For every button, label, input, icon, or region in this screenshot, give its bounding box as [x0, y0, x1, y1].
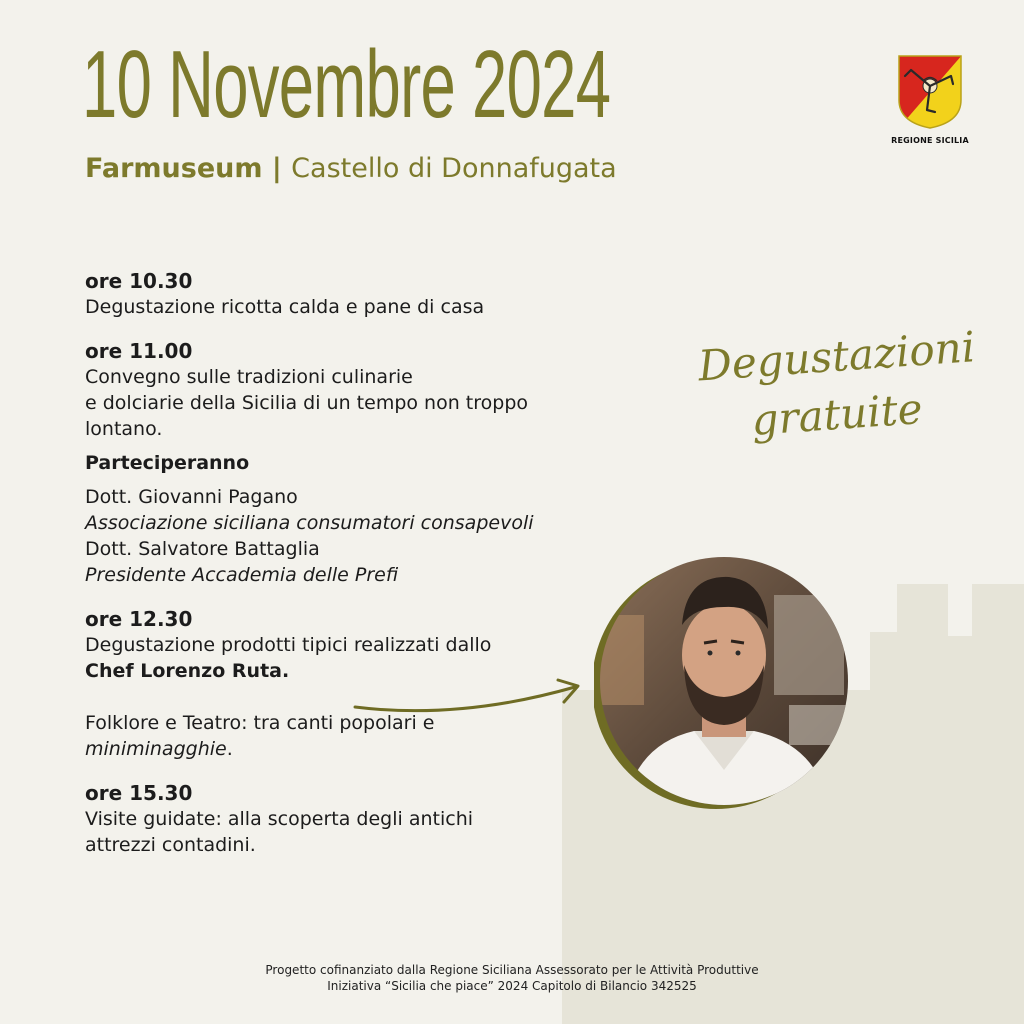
participants-heading: Parteciperanno [85, 452, 250, 474]
chef-portrait [594, 555, 850, 811]
time-label: ore 15.30 [85, 781, 193, 805]
participant-name: Dott. Salvatore Battaglia [85, 538, 320, 560]
item-description: Degustazione prodotti tipici realizzati dallo [85, 634, 492, 656]
script-line-1: Degustazioni [696, 322, 977, 391]
item-description: e dolciarie della Sicilia di un tempo non troppo [85, 392, 529, 414]
footer-line: Iniziativa “Sicilia che piace” 2024 Capitolo di Bilancio 342525 [327, 979, 697, 993]
footer-line: Progetto cofinanziato dalla Regione Siciliana Assessorato per le Attività Produttive [265, 963, 759, 977]
item-description: Visite guidate: alla scoperta degli antichi [85, 808, 474, 830]
footer-credits [0, 962, 1024, 994]
schedule-item [85, 338, 575, 588]
region-logo-label: REGIONE SICILIA [891, 136, 969, 145]
castle-silhouette [562, 0, 1024, 1024]
folk-period: . [226, 738, 233, 760]
free-tasting-script [696, 319, 977, 454]
item-description: Convegno sulle tradizioni culinarie [85, 366, 413, 388]
item-description: attrezzi contadini. [85, 834, 256, 856]
venue-name: Farmuseum [85, 153, 263, 184]
participant-role: Associazione siciliana consumatori consapevoli [85, 512, 534, 534]
venue-line [85, 153, 617, 184]
venue-location: Castello di Donnafugata [291, 153, 617, 184]
folk-term: miniminagghie [85, 738, 227, 760]
time-label: ore 11.00 [85, 339, 193, 363]
program-schedule [85, 268, 575, 876]
schedule-item [85, 268, 575, 320]
script-line-2: gratuite [749, 384, 925, 445]
time-label: ore 12.30 [85, 607, 193, 631]
time-label: ore 10.30 [85, 269, 193, 293]
event-date-title: 10 Novembre 2024 [82, 31, 611, 138]
item-description: Folklore e Teatro: tra canti popolari e [85, 712, 435, 734]
item-description: Degustazione ricotta calda e pane di casa [85, 296, 485, 318]
venue-separator: | [262, 153, 292, 184]
region-logo [888, 54, 972, 145]
trinacria-shield-icon [897, 54, 963, 130]
item-description: lontano. [85, 418, 163, 440]
participant-role: Presidente Accademia delle Prefi [85, 564, 399, 586]
item-description [85, 736, 575, 762]
chef-name: Chef Lorenzo Ruta. [85, 660, 290, 682]
arrow-icon [350, 675, 590, 725]
schedule-item [85, 780, 575, 858]
participant-name: Dott. Giovanni Pagano [85, 486, 298, 508]
